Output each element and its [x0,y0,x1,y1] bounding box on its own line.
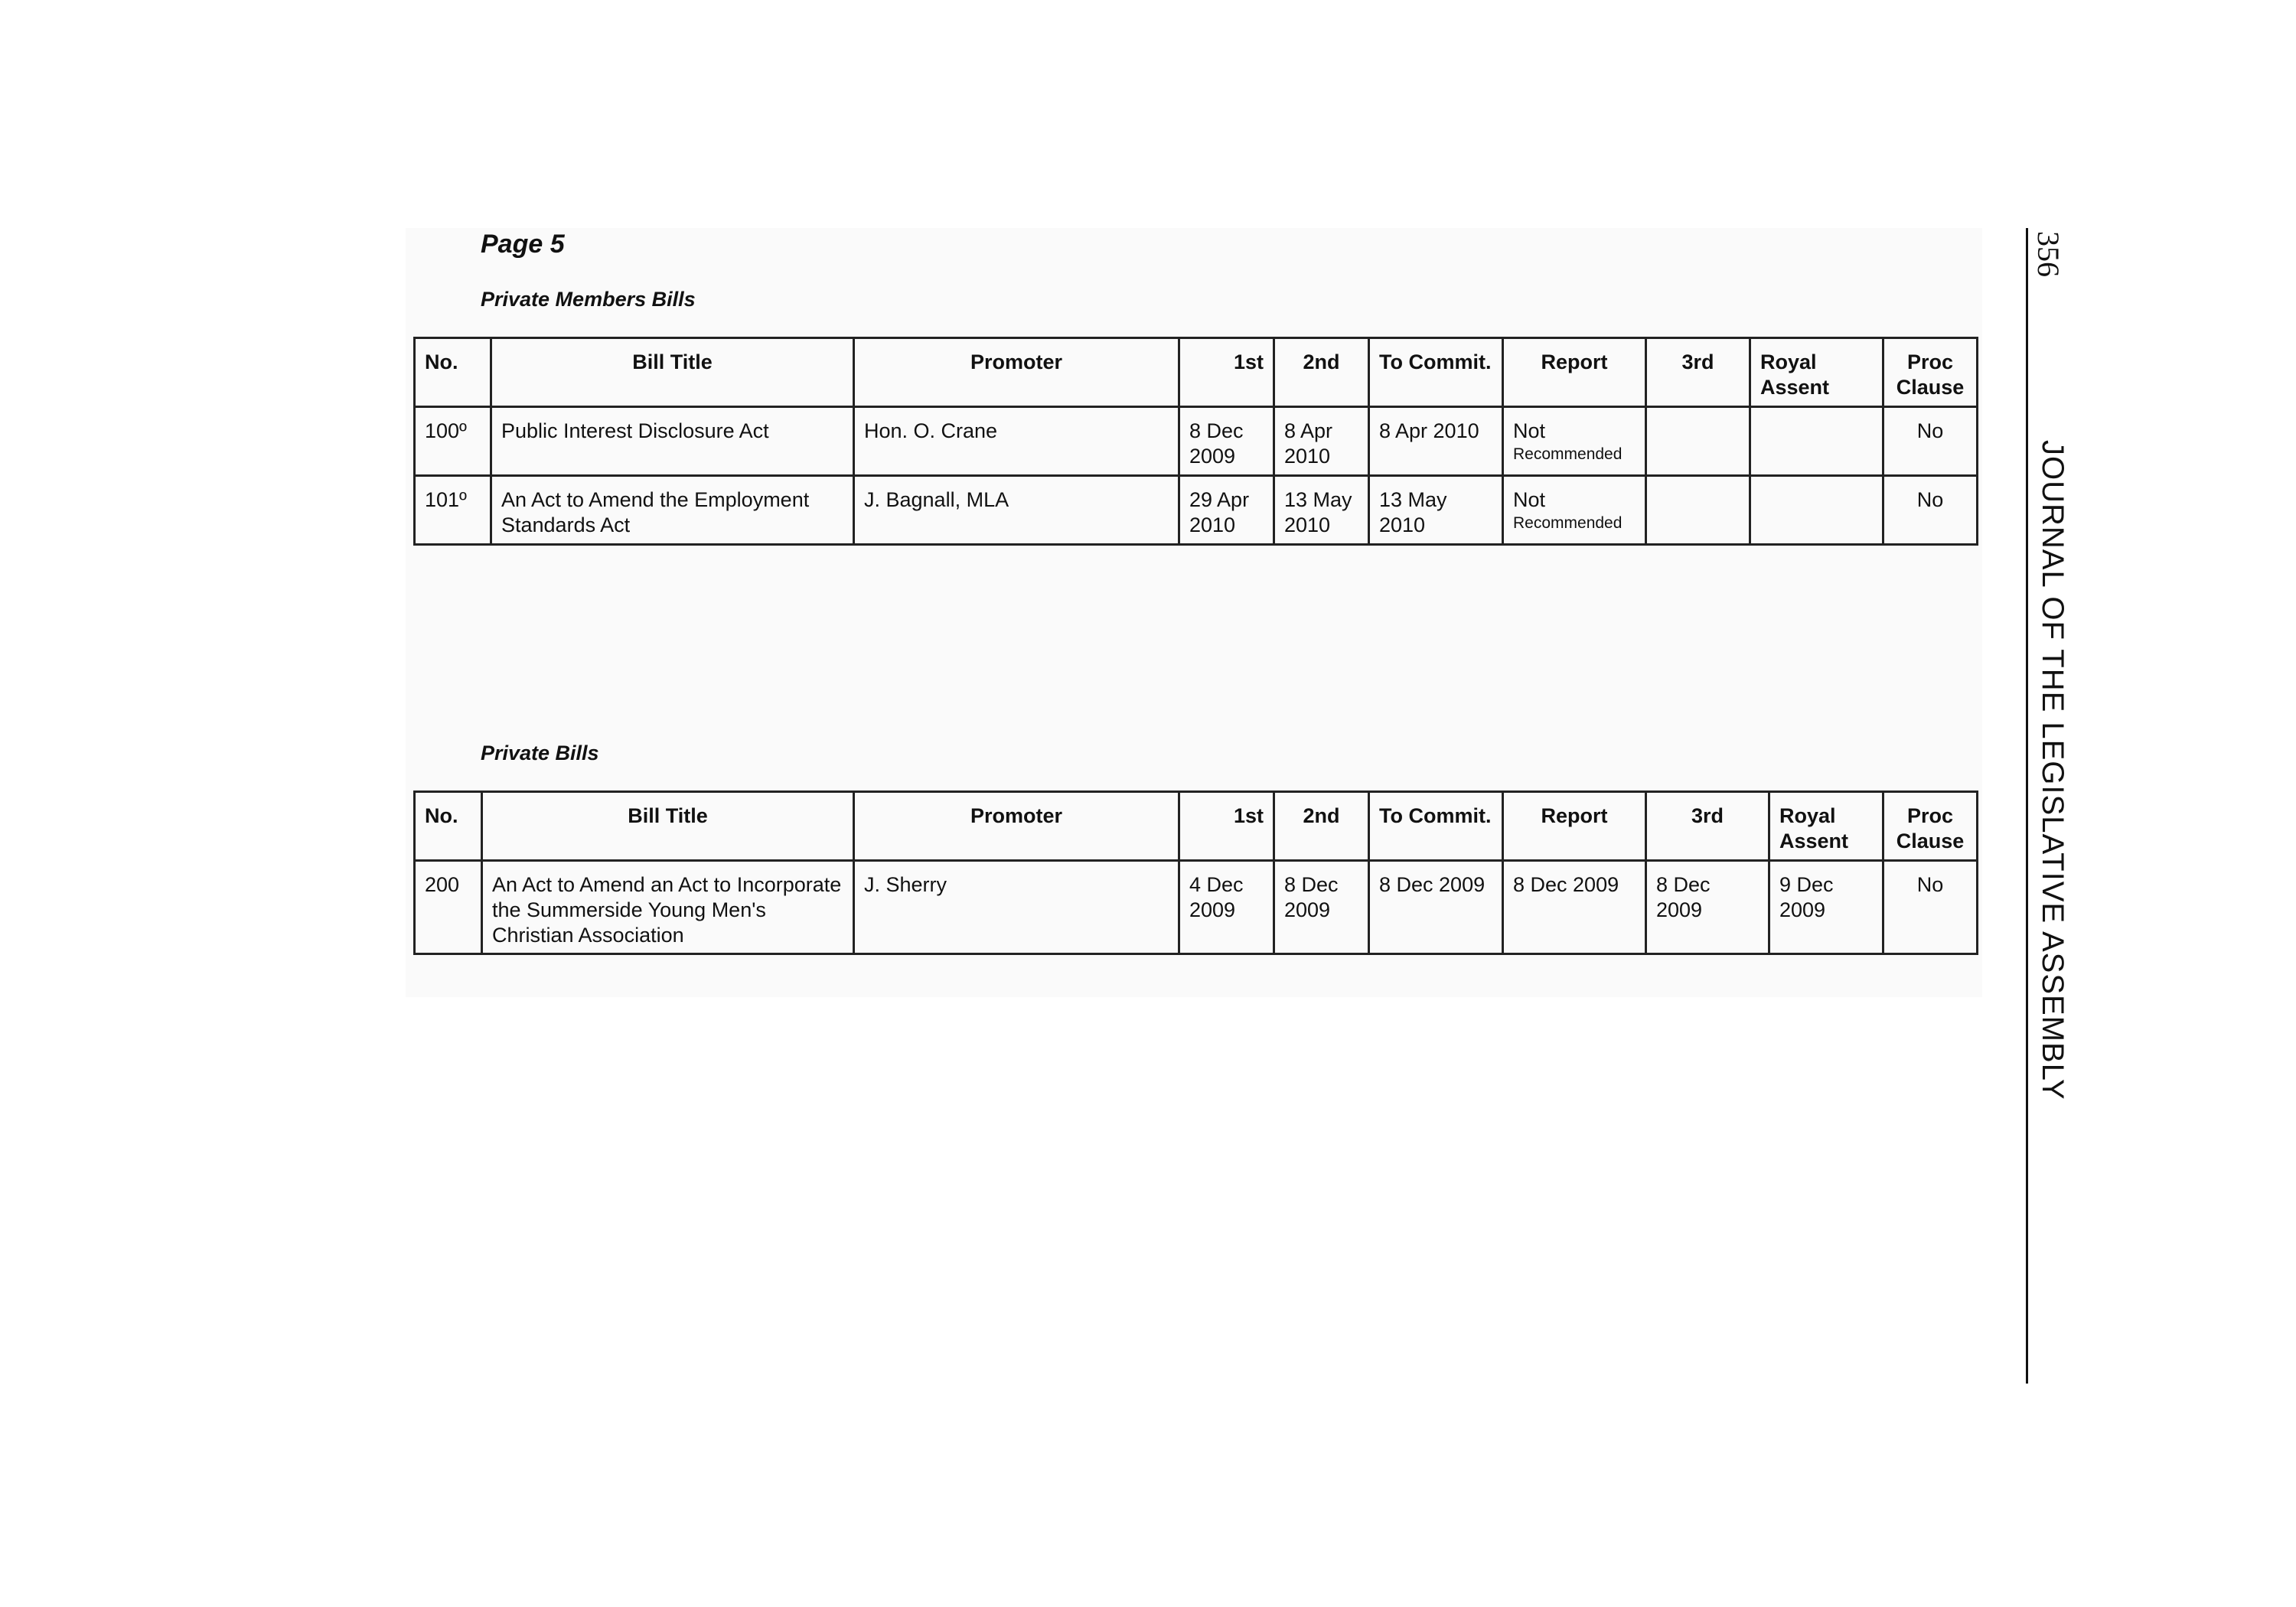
private-members-table [413,337,1978,546]
col-header-second: 2nd [1274,792,1369,861]
cell-third [1646,476,1750,545]
report-status: Not [1513,419,1546,442]
col-header-report: Report [1503,792,1646,861]
col-header-no: No. [415,792,482,861]
table-header-row [415,792,1978,861]
col-header-promoter: Promoter [854,792,1179,861]
cell-no: 101º [415,476,491,545]
col-header-no: No. [415,338,491,407]
cell-royal-assent [1750,407,1883,476]
cell-to-commit: 13 May 2010 [1369,476,1503,545]
cell-second: 8 Apr 2010 [1274,407,1369,476]
col-header-report: Report [1503,338,1646,407]
col-header-bill-title: Bill Title [491,338,854,407]
table-row [415,861,1978,954]
cell-promoter: Hon. O. Crane [854,407,1179,476]
col-header-royal-assent: Royal Assent [1769,792,1883,861]
col-header-promoter: Promoter [854,338,1179,407]
col-header-first: 1st [1179,338,1274,407]
private-bills-table [413,790,1978,955]
cell-proc-clause: No [1883,407,1978,476]
col-header-first: 1st [1179,792,1274,861]
cell-first: 4 Dec 2009 [1179,861,1274,954]
col-header-proc-clause: Proc Clause [1883,338,1978,407]
side-journal-title: JOURNAL OF THE LEGISLATIVE ASSEMBLY [2036,440,2069,1100]
report-status-detail: Recommended [1513,514,1623,532]
report-status-detail: Recommended [1513,445,1623,463]
cell-second: 13 May 2010 [1274,476,1369,545]
cell-third: 8 Dec 2009 [1646,861,1769,954]
cell-to-commit: 8 Apr 2010 [1369,407,1503,476]
cell-first: 8 Dec 2009 [1179,407,1274,476]
cell-third [1646,407,1750,476]
cell-bill-title: An Act to Amend an Act to Incorporate the Summerside Young Men's Christian Association [482,861,854,954]
table-row [415,407,1978,476]
section-title-private-bills: Private Bills [481,742,599,764]
cell-royal-assent [1750,476,1883,545]
section-title-private-members: Private Members Bills [481,288,696,311]
cell-royal-assent: 9 Dec 2009 [1769,861,1883,954]
cell-no: 200 [415,861,482,954]
cell-proc-clause: No [1883,476,1978,545]
cell-first: 29 Apr 2010 [1179,476,1274,545]
cell-proc-clause: No [1883,861,1978,954]
page-title: Page 5 [481,230,565,259]
side-page-number: 356 [2031,231,2066,277]
cell-promoter: J. Sherry [854,861,1179,954]
cell-bill-title: Public Interest Disclosure Act [491,407,854,476]
col-header-second: 2nd [1274,338,1369,407]
cell-promoter: J. Bagnall, MLA [854,476,1179,545]
cell-report [1503,476,1646,545]
cell-to-commit: 8 Dec 2009 [1369,861,1503,954]
col-header-royal-assent: Royal Assent [1750,338,1883,407]
table-row [415,476,1978,545]
cell-no: 100º [415,407,491,476]
cell-bill-title: An Act to Amend the Employment Standards Act [491,476,854,545]
col-header-third: 3rd [1646,792,1769,861]
cell-second: 8 Dec 2009 [1274,861,1369,954]
col-header-to-commit: To Commit. [1369,792,1503,861]
col-header-third: 3rd [1646,338,1750,407]
cell-report: 8 Dec 2009 [1503,861,1646,954]
cell-report [1503,407,1646,476]
col-header-bill-title: Bill Title [482,792,854,861]
margin-rule [2026,228,2028,1384]
report-status: Not [1513,488,1546,511]
col-header-proc-clause: Proc Clause [1883,792,1978,861]
col-header-to-commit: To Commit. [1369,338,1503,407]
table-header-row [415,338,1978,407]
